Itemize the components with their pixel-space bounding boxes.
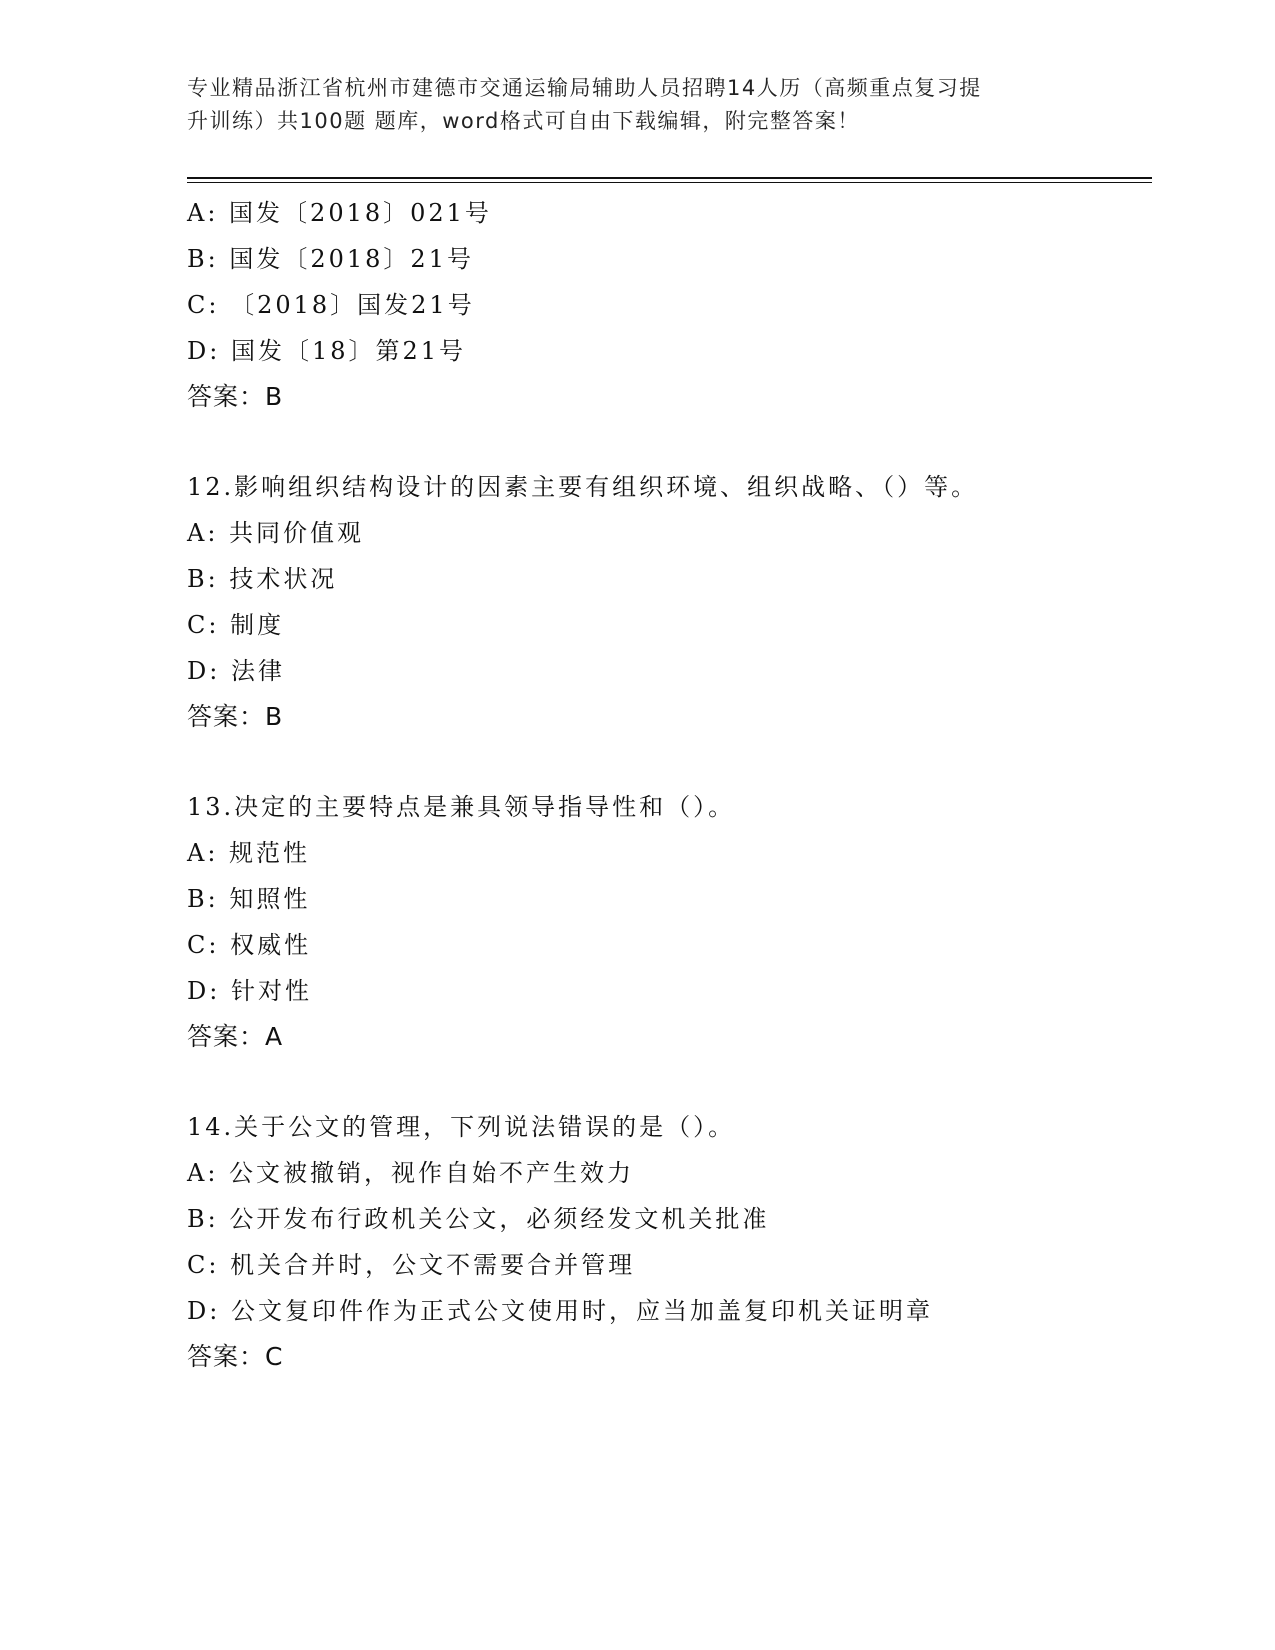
option-a: A: 共同价值观 xyxy=(187,519,365,547)
option-d: D: 公文复印件作为正式公文使用时，应当加盖复印机关证明章 xyxy=(187,1297,933,1325)
option-c: C: 权威性 xyxy=(187,931,312,959)
option-a: A: 公文被撤销，视作自始不产生效力 xyxy=(187,1159,635,1187)
option-d: D: 法律 xyxy=(187,657,285,685)
answer-line: 答案：B xyxy=(187,702,284,731)
option-b: B: 知照性 xyxy=(187,885,311,913)
option-b: B: 技术状况 xyxy=(187,565,338,593)
question-stem: 13.决定的主要特点是兼具领导指导性和（）。 xyxy=(187,793,736,821)
question-stem: 14.关于公文的管理，下列说法错误的是（）。 xyxy=(187,1113,736,1141)
option-d: D: 针对性 xyxy=(187,977,312,1005)
option-a: A: 规范性 xyxy=(187,839,311,867)
question-block-12 xyxy=(187,464,1147,740)
option-b: B: 国发〔2018〕21号 xyxy=(187,245,474,273)
option-c: C: 制度 xyxy=(187,611,285,639)
answer-line: 答案：C xyxy=(187,1342,284,1371)
answer-line: 答案：A xyxy=(187,1022,284,1051)
header-title-line-1: 专业精品浙江省杭州市建德市交通运输局辅助人员招聘14人历（高频重点复习提 xyxy=(187,76,982,100)
option-d: D: 国发〔18〕第21号 xyxy=(187,337,467,365)
question-block-13 xyxy=(187,784,1147,1060)
question-block-14 xyxy=(187,1104,1147,1380)
header-divider-thick xyxy=(187,177,1152,179)
header-title-line-2: 升训练）共100题 题库，word格式可自由下载编辑，附完整答案！ xyxy=(187,109,860,133)
document-header xyxy=(187,72,1087,138)
question-block-11 xyxy=(187,190,1147,420)
answer-line: 答案：B xyxy=(187,382,284,411)
option-a: A: 国发〔2018〕021号 xyxy=(187,199,492,227)
question-list xyxy=(187,190,1147,1380)
question-stem: 12.影响组织结构设计的因素主要有组织环境、组织战略、（）等。 xyxy=(187,473,979,501)
header-divider-thin xyxy=(187,182,1152,183)
option-b: B: 公开发布行政机关公文，必须经发文机关批准 xyxy=(187,1205,770,1233)
option-c: C: 机关合并时，公文不需要合并管理 xyxy=(187,1251,636,1279)
option-c: C: 〔2018〕国发21号 xyxy=(187,291,475,319)
